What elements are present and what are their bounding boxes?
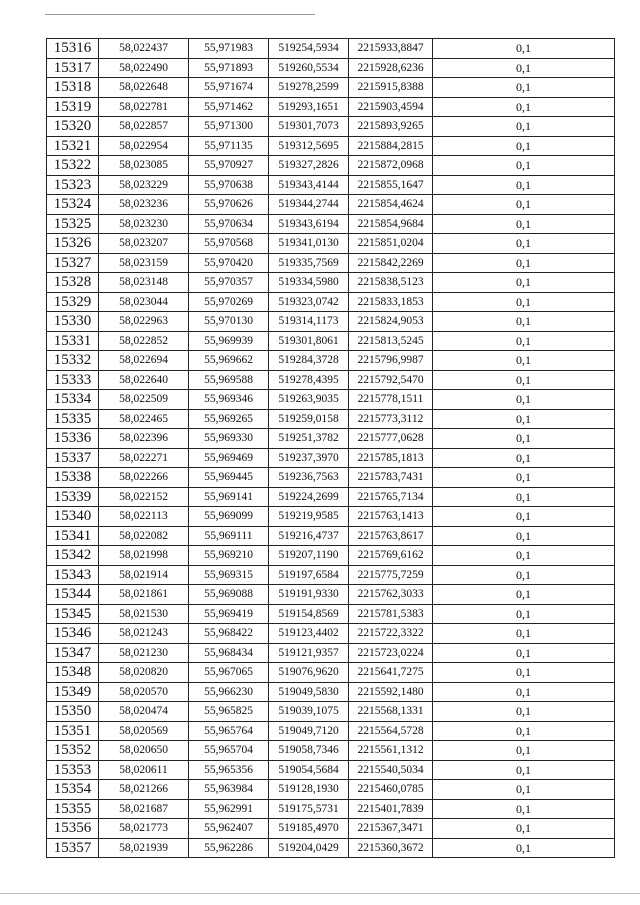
accuracy-cell: 0,1	[433, 331, 615, 351]
latitude-cell: 58,021773	[99, 819, 189, 839]
accuracy-cell: 0,1	[433, 585, 615, 605]
y-coordinate-cell: 2215854,9684	[349, 214, 433, 234]
longitude-cell: 55,968434	[189, 643, 269, 663]
point-number-cell: 15319	[47, 97, 99, 117]
latitude-cell: 58,023236	[99, 195, 189, 215]
latitude-cell: 58,020650	[99, 741, 189, 761]
point-number-cell: 15318	[47, 78, 99, 98]
y-coordinate-cell: 2215777,0628	[349, 429, 433, 449]
latitude-cell: 58,022509	[99, 390, 189, 410]
y-coordinate-cell: 2215813,5245	[349, 331, 433, 351]
longitude-cell: 55,969315	[189, 565, 269, 585]
y-coordinate-cell: 2215824,9053	[349, 312, 433, 332]
accuracy-cell: 0,1	[433, 780, 615, 800]
x-coordinate-cell: 519054,5684	[269, 760, 349, 780]
latitude-cell: 58,020569	[99, 721, 189, 741]
longitude-cell: 55,971300	[189, 117, 269, 137]
x-coordinate-cell: 519323,0742	[269, 292, 349, 312]
y-coordinate-cell: 2215778,1511	[349, 390, 433, 410]
accuracy-cell: 0,1	[433, 760, 615, 780]
y-coordinate-cell: 2215796,9987	[349, 351, 433, 371]
table-row	[47, 643, 615, 663]
y-coordinate-cell: 2215855,1647	[349, 175, 433, 195]
x-coordinate-cell: 519259,0158	[269, 409, 349, 429]
x-coordinate-cell: 519301,7073	[269, 117, 349, 137]
point-number-cell: 15339	[47, 487, 99, 507]
table-row	[47, 682, 615, 702]
point-number-cell: 15322	[47, 156, 99, 176]
y-coordinate-cell: 2215783,7431	[349, 468, 433, 488]
latitude-cell: 58,021998	[99, 546, 189, 566]
point-number-cell: 15355	[47, 799, 99, 819]
accuracy-cell: 0,1	[433, 526, 615, 546]
accuracy-cell: 0,1	[433, 702, 615, 722]
y-coordinate-cell: 2215401,7839	[349, 799, 433, 819]
latitude-cell: 58,022396	[99, 429, 189, 449]
longitude-cell: 55,969265	[189, 409, 269, 429]
table-row	[47, 331, 615, 351]
point-number-cell: 15334	[47, 390, 99, 410]
latitude-cell: 58,022437	[99, 39, 189, 59]
point-number-cell: 15323	[47, 175, 99, 195]
table-row	[47, 487, 615, 507]
accuracy-cell: 0,1	[433, 799, 615, 819]
latitude-cell: 58,023148	[99, 273, 189, 293]
y-coordinate-cell: 2215763,8617	[349, 526, 433, 546]
table-row	[47, 97, 615, 117]
table-row	[47, 136, 615, 156]
x-coordinate-cell: 519278,4395	[269, 370, 349, 390]
table-row	[47, 585, 615, 605]
latitude-cell: 58,022113	[99, 507, 189, 527]
accuracy-cell: 0,1	[433, 195, 615, 215]
latitude-cell: 58,020570	[99, 682, 189, 702]
x-coordinate-cell: 519128,1930	[269, 780, 349, 800]
y-coordinate-cell: 2215763,1413	[349, 507, 433, 527]
y-coordinate-cell: 2215781,5383	[349, 604, 433, 624]
longitude-cell: 55,969210	[189, 546, 269, 566]
longitude-cell: 55,971674	[189, 78, 269, 98]
accuracy-cell: 0,1	[433, 663, 615, 683]
table-row	[47, 214, 615, 234]
x-coordinate-cell: 519039,1075	[269, 702, 349, 722]
longitude-cell: 55,965356	[189, 760, 269, 780]
accuracy-cell: 0,1	[433, 448, 615, 468]
x-coordinate-cell: 519224,2699	[269, 487, 349, 507]
y-coordinate-cell: 2215592,1480	[349, 682, 433, 702]
y-coordinate-cell: 2215765,7134	[349, 487, 433, 507]
point-number-cell: 15354	[47, 780, 99, 800]
latitude-cell: 58,023230	[99, 214, 189, 234]
point-number-cell: 15336	[47, 429, 99, 449]
x-coordinate-cell: 519237,3970	[269, 448, 349, 468]
y-coordinate-cell: 2215723,0224	[349, 643, 433, 663]
x-coordinate-cell: 519260,5534	[269, 58, 349, 78]
y-coordinate-cell: 2215360,3672	[349, 838, 433, 858]
longitude-cell: 55,970927	[189, 156, 269, 176]
x-coordinate-cell: 519197,6584	[269, 565, 349, 585]
x-coordinate-cell: 519236,7563	[269, 468, 349, 488]
point-number-cell: 15347	[47, 643, 99, 663]
x-coordinate-cell: 519216,4737	[269, 526, 349, 546]
point-number-cell: 15341	[47, 526, 99, 546]
longitude-cell: 55,971462	[189, 97, 269, 117]
accuracy-cell: 0,1	[433, 487, 615, 507]
latitude-cell: 58,023159	[99, 253, 189, 273]
y-coordinate-cell: 2215792,5470	[349, 370, 433, 390]
accuracy-cell: 0,1	[433, 214, 615, 234]
y-coordinate-cell: 2215564,5728	[349, 721, 433, 741]
accuracy-cell: 0,1	[433, 370, 615, 390]
accuracy-cell: 0,1	[433, 234, 615, 254]
point-number-cell: 15316	[47, 39, 99, 59]
accuracy-cell: 0,1	[433, 682, 615, 702]
table-row	[47, 351, 615, 371]
latitude-cell: 58,020611	[99, 760, 189, 780]
accuracy-cell: 0,1	[433, 721, 615, 741]
point-number-cell: 15329	[47, 292, 99, 312]
latitude-cell: 58,021243	[99, 624, 189, 644]
table-row	[47, 780, 615, 800]
longitude-cell: 55,969099	[189, 507, 269, 527]
y-coordinate-cell: 2215460,0785	[349, 780, 433, 800]
y-coordinate-cell: 2215933,8847	[349, 39, 433, 59]
accuracy-cell: 0,1	[433, 312, 615, 332]
table-row	[47, 234, 615, 254]
point-number-cell: 15342	[47, 546, 99, 566]
y-coordinate-cell: 2215540,5034	[349, 760, 433, 780]
point-number-cell: 15346	[47, 624, 99, 644]
y-coordinate-cell: 2215568,1331	[349, 702, 433, 722]
table-row	[47, 156, 615, 176]
table-row	[47, 195, 615, 215]
point-number-cell: 15332	[47, 351, 99, 371]
latitude-cell: 58,022963	[99, 312, 189, 332]
x-coordinate-cell: 519343,4144	[269, 175, 349, 195]
longitude-cell: 55,969419	[189, 604, 269, 624]
longitude-cell: 55,970357	[189, 273, 269, 293]
accuracy-cell: 0,1	[433, 156, 615, 176]
table-row	[47, 58, 615, 78]
bottom-rule	[0, 893, 640, 894]
latitude-cell: 58,021266	[99, 780, 189, 800]
longitude-cell: 55,962286	[189, 838, 269, 858]
point-number-cell: 15340	[47, 507, 99, 527]
longitude-cell: 55,970638	[189, 175, 269, 195]
x-coordinate-cell: 519343,6194	[269, 214, 349, 234]
y-coordinate-cell: 2215838,5123	[349, 273, 433, 293]
x-coordinate-cell: 519334,5980	[269, 273, 349, 293]
x-coordinate-cell: 519344,2744	[269, 195, 349, 215]
table-row	[47, 370, 615, 390]
latitude-cell: 58,023207	[99, 234, 189, 254]
longitude-cell: 55,965825	[189, 702, 269, 722]
accuracy-cell: 0,1	[433, 136, 615, 156]
y-coordinate-cell: 2215854,4624	[349, 195, 433, 215]
table-row	[47, 273, 615, 293]
point-number-cell: 15348	[47, 663, 99, 683]
latitude-cell: 58,023044	[99, 292, 189, 312]
x-coordinate-cell: 519204,0429	[269, 838, 349, 858]
x-coordinate-cell: 519123,4402	[269, 624, 349, 644]
y-coordinate-cell: 2215893,9265	[349, 117, 433, 137]
point-number-cell: 15328	[47, 273, 99, 293]
table-row	[47, 409, 615, 429]
latitude-cell: 58,021914	[99, 565, 189, 585]
latitude-cell: 58,020474	[99, 702, 189, 722]
x-coordinate-cell: 519049,5830	[269, 682, 349, 702]
point-number-cell: 15337	[47, 448, 99, 468]
x-coordinate-cell: 519076,9620	[269, 663, 349, 683]
longitude-cell: 55,970634	[189, 214, 269, 234]
longitude-cell: 55,969141	[189, 487, 269, 507]
longitude-cell: 55,969111	[189, 526, 269, 546]
y-coordinate-cell: 2215722,3322	[349, 624, 433, 644]
table-row	[47, 292, 615, 312]
table-row	[47, 448, 615, 468]
point-number-cell: 15353	[47, 760, 99, 780]
table-row	[47, 175, 615, 195]
latitude-cell: 58,022266	[99, 468, 189, 488]
y-coordinate-cell: 2215367,3471	[349, 819, 433, 839]
point-number-cell: 15330	[47, 312, 99, 332]
accuracy-cell: 0,1	[433, 351, 615, 371]
latitude-cell: 58,022781	[99, 97, 189, 117]
x-coordinate-cell: 519263,9035	[269, 390, 349, 410]
latitude-cell: 58,021939	[99, 838, 189, 858]
table-row	[47, 565, 615, 585]
table-row	[47, 429, 615, 449]
x-coordinate-cell: 519185,4970	[269, 819, 349, 839]
x-coordinate-cell: 519314,1173	[269, 312, 349, 332]
y-coordinate-cell: 2215769,6162	[349, 546, 433, 566]
longitude-cell: 55,969588	[189, 370, 269, 390]
latitude-cell: 58,021861	[99, 585, 189, 605]
latitude-cell: 58,021687	[99, 799, 189, 819]
latitude-cell: 58,022648	[99, 78, 189, 98]
y-coordinate-cell: 2215775,7259	[349, 565, 433, 585]
latitude-cell: 58,022954	[99, 136, 189, 156]
coordinates-table	[46, 38, 615, 858]
x-coordinate-cell: 519207,1190	[269, 546, 349, 566]
table-row	[47, 604, 615, 624]
latitude-cell: 58,022852	[99, 331, 189, 351]
latitude-cell: 58,022271	[99, 448, 189, 468]
point-number-cell: 15317	[47, 58, 99, 78]
latitude-cell: 58,022694	[99, 351, 189, 371]
accuracy-cell: 0,1	[433, 838, 615, 858]
point-number-cell: 15357	[47, 838, 99, 858]
x-coordinate-cell: 519284,3728	[269, 351, 349, 371]
longitude-cell: 55,969330	[189, 429, 269, 449]
accuracy-cell: 0,1	[433, 624, 615, 644]
latitude-cell: 58,022640	[99, 370, 189, 390]
y-coordinate-cell: 2215842,2269	[349, 253, 433, 273]
y-coordinate-cell: 2215785,1813	[349, 448, 433, 468]
latitude-cell: 58,021530	[99, 604, 189, 624]
accuracy-cell: 0,1	[433, 97, 615, 117]
latitude-cell: 58,022152	[99, 487, 189, 507]
table-row	[47, 39, 615, 59]
point-number-cell: 15335	[47, 409, 99, 429]
accuracy-cell: 0,1	[433, 741, 615, 761]
accuracy-cell: 0,1	[433, 819, 615, 839]
table-row	[47, 741, 615, 761]
x-coordinate-cell: 519278,2599	[269, 78, 349, 98]
longitude-cell: 55,969939	[189, 331, 269, 351]
x-coordinate-cell: 519049,7120	[269, 721, 349, 741]
longitude-cell: 55,970626	[189, 195, 269, 215]
longitude-cell: 55,969346	[189, 390, 269, 410]
longitude-cell: 55,970420	[189, 253, 269, 273]
point-number-cell: 15321	[47, 136, 99, 156]
point-number-cell: 15327	[47, 253, 99, 273]
point-number-cell: 15338	[47, 468, 99, 488]
point-number-cell: 15320	[47, 117, 99, 137]
accuracy-cell: 0,1	[433, 78, 615, 98]
y-coordinate-cell: 2215928,6236	[349, 58, 433, 78]
longitude-cell: 55,962407	[189, 819, 269, 839]
y-coordinate-cell: 2215851,0204	[349, 234, 433, 254]
accuracy-cell: 0,1	[433, 58, 615, 78]
longitude-cell: 55,965764	[189, 721, 269, 741]
table-row	[47, 760, 615, 780]
latitude-cell: 58,022490	[99, 58, 189, 78]
longitude-cell: 55,968422	[189, 624, 269, 644]
longitude-cell: 55,963984	[189, 780, 269, 800]
x-coordinate-cell: 519154,8569	[269, 604, 349, 624]
table-row	[47, 819, 615, 839]
table-row	[47, 663, 615, 683]
table-row	[47, 624, 615, 644]
table-row	[47, 390, 615, 410]
y-coordinate-cell: 2215833,1853	[349, 292, 433, 312]
longitude-cell: 55,969662	[189, 351, 269, 371]
x-coordinate-cell: 519301,8061	[269, 331, 349, 351]
table-body	[47, 39, 615, 858]
longitude-cell: 55,971983	[189, 39, 269, 59]
table-row	[47, 702, 615, 722]
point-number-cell: 15351	[47, 721, 99, 741]
table-row	[47, 721, 615, 741]
longitude-cell: 55,967065	[189, 663, 269, 683]
accuracy-cell: 0,1	[433, 429, 615, 449]
accuracy-cell: 0,1	[433, 292, 615, 312]
accuracy-cell: 0,1	[433, 273, 615, 293]
y-coordinate-cell: 2215561,1312	[349, 741, 433, 761]
point-number-cell: 15349	[47, 682, 99, 702]
x-coordinate-cell: 519293,1651	[269, 97, 349, 117]
latitude-cell: 58,022857	[99, 117, 189, 137]
y-coordinate-cell: 2215915,8388	[349, 78, 433, 98]
latitude-cell: 58,020820	[99, 663, 189, 683]
longitude-cell: 55,970130	[189, 312, 269, 332]
table-row	[47, 838, 615, 858]
x-coordinate-cell: 519254,5934	[269, 39, 349, 59]
longitude-cell: 55,965704	[189, 741, 269, 761]
y-coordinate-cell: 2215773,3112	[349, 409, 433, 429]
table-row	[47, 507, 615, 527]
point-number-cell: 15343	[47, 565, 99, 585]
accuracy-cell: 0,1	[433, 117, 615, 137]
x-coordinate-cell: 519219,9585	[269, 507, 349, 527]
longitude-cell: 55,969445	[189, 468, 269, 488]
point-number-cell: 15333	[47, 370, 99, 390]
x-coordinate-cell: 519175,5731	[269, 799, 349, 819]
top-rule	[45, 14, 315, 15]
y-coordinate-cell: 2215641,7275	[349, 663, 433, 683]
table-row	[47, 546, 615, 566]
accuracy-cell: 0,1	[433, 643, 615, 663]
table-row	[47, 117, 615, 137]
table-row	[47, 468, 615, 488]
point-number-cell: 15325	[47, 214, 99, 234]
accuracy-cell: 0,1	[433, 565, 615, 585]
latitude-cell: 58,022465	[99, 409, 189, 429]
point-number-cell: 15324	[47, 195, 99, 215]
x-coordinate-cell: 519058,7346	[269, 741, 349, 761]
accuracy-cell: 0,1	[433, 175, 615, 195]
x-coordinate-cell: 519191,9330	[269, 585, 349, 605]
latitude-cell: 58,023085	[99, 156, 189, 176]
point-number-cell: 15345	[47, 604, 99, 624]
table-row	[47, 526, 615, 546]
x-coordinate-cell: 519251,3782	[269, 429, 349, 449]
x-coordinate-cell: 519335,7569	[269, 253, 349, 273]
table-row	[47, 799, 615, 819]
y-coordinate-cell: 2215903,4594	[349, 97, 433, 117]
latitude-cell: 58,021230	[99, 643, 189, 663]
table-row	[47, 253, 615, 273]
x-coordinate-cell: 519121,9357	[269, 643, 349, 663]
accuracy-cell: 0,1	[433, 507, 615, 527]
accuracy-cell: 0,1	[433, 253, 615, 273]
accuracy-cell: 0,1	[433, 546, 615, 566]
point-number-cell: 15326	[47, 234, 99, 254]
longitude-cell: 55,962991	[189, 799, 269, 819]
accuracy-cell: 0,1	[433, 468, 615, 488]
point-number-cell: 15350	[47, 702, 99, 722]
latitude-cell: 58,023229	[99, 175, 189, 195]
y-coordinate-cell: 2215872,0968	[349, 156, 433, 176]
accuracy-cell: 0,1	[433, 39, 615, 59]
point-number-cell: 15352	[47, 741, 99, 761]
point-number-cell: 15344	[47, 585, 99, 605]
point-number-cell: 15356	[47, 819, 99, 839]
longitude-cell: 55,970568	[189, 234, 269, 254]
x-coordinate-cell: 519327,2826	[269, 156, 349, 176]
longitude-cell: 55,969469	[189, 448, 269, 468]
y-coordinate-cell: 2215884,2815	[349, 136, 433, 156]
longitude-cell: 55,971893	[189, 58, 269, 78]
longitude-cell: 55,969088	[189, 585, 269, 605]
point-number-cell: 15331	[47, 331, 99, 351]
x-coordinate-cell: 519312,5695	[269, 136, 349, 156]
accuracy-cell: 0,1	[433, 604, 615, 624]
latitude-cell: 58,022082	[99, 526, 189, 546]
longitude-cell: 55,971135	[189, 136, 269, 156]
accuracy-cell: 0,1	[433, 409, 615, 429]
longitude-cell: 55,970269	[189, 292, 269, 312]
table-row	[47, 78, 615, 98]
longitude-cell: 55,966230	[189, 682, 269, 702]
x-coordinate-cell: 519341,0130	[269, 234, 349, 254]
accuracy-cell: 0,1	[433, 390, 615, 410]
table-row	[47, 312, 615, 332]
y-coordinate-cell: 2215762,3033	[349, 585, 433, 605]
